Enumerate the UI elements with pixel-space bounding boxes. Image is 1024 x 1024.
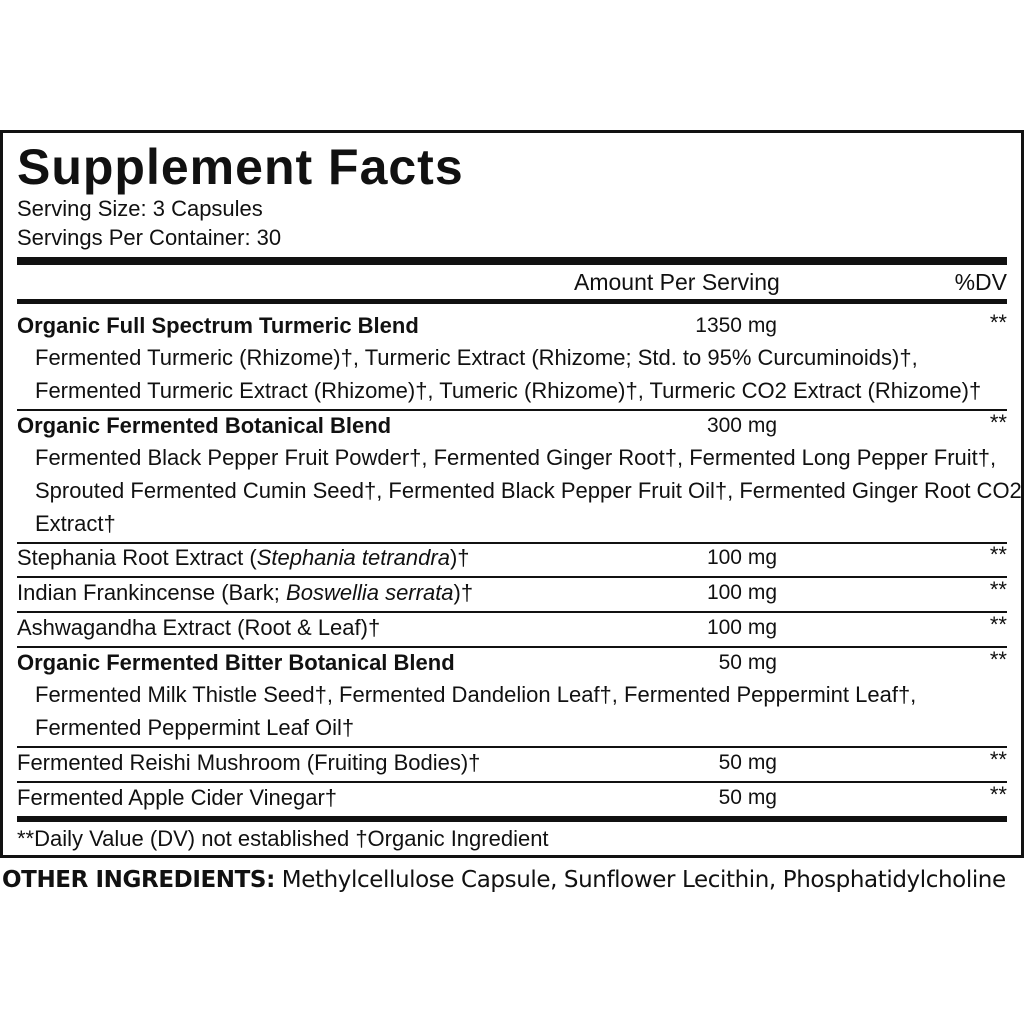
ingredient-name: Fermented Apple Cider Vinegar† [17, 785, 338, 810]
ingredient-dv: ** [989, 747, 1007, 772]
dv-header: %DV [954, 269, 1007, 295]
ingredient-dv: ** [989, 577, 1007, 602]
blend-component-line: Fermented Peppermint Leaf Oil† [35, 715, 355, 740]
ingredient-name: Fermented Reishi Mushroom (Fruiting Bodies)† [17, 750, 481, 775]
ingredient-amount: 50 mg [718, 786, 777, 809]
ingredient-amount: 1350 mg [695, 314, 777, 337]
ingredient-name: Stephania Root Extract (Stephania tetrandra)† [17, 545, 470, 570]
amount-per-serving-header: Amount Per Serving [574, 269, 780, 295]
thick-divider-top [17, 257, 1007, 265]
latin-name: Stephania tetrandra [256, 545, 450, 570]
blend-component-line: Sprouted Fermented Cumin Seed†, Fermented Black Pepper Fruit Oil†, Fermented Ginger Root CO2 [35, 478, 1022, 503]
blend-component-line: Fermented Black Pepper Fruit Powder†, Fermented Ginger Root†, Fermented Long Pepper Fruit†, [35, 445, 997, 470]
other-ingredients [2, 864, 1022, 896]
ingredient-amount: 50 mg [718, 651, 777, 674]
ingredient-name: Ashwagandha Extract (Root & Leaf)† [17, 615, 381, 640]
ingredient-name: Organic Fermented Botanical Blend [17, 413, 392, 438]
ingredient-name: Organic Fermented Bitter Botanical Blend [17, 650, 455, 675]
header-divider [17, 299, 1007, 304]
ingredient-amount: 300 mg [706, 414, 777, 437]
panel-title: Supplement Facts [17, 139, 464, 195]
servings-per-container: Servings Per Container: 30 [17, 225, 282, 250]
footnote: **Daily Value (DV) not established †Organic Ingredient [17, 826, 549, 851]
blend-component-line: Extract† [35, 511, 116, 536]
ingredient-amount: 100 mg [706, 581, 777, 604]
ingredient-amount: 100 mg [706, 616, 777, 639]
thick-divider-bottom [17, 816, 1007, 822]
ingredient-dv: ** [989, 310, 1007, 335]
ingredient-dv: ** [989, 612, 1007, 637]
ingredient-dv: ** [989, 782, 1007, 807]
ingredient-amount: 100 mg [706, 546, 777, 569]
blend-component-line: Fermented Turmeric (Rhizome)†, Turmeric Extract (Rhizome; Std. to 95% Curcuminoids)†, [35, 345, 918, 370]
ingredient-amount: 50 mg [718, 751, 777, 774]
ingredient-name: Organic Full Spectrum Turmeric Blend [17, 313, 419, 338]
ingredient-dv: ** [989, 542, 1007, 567]
ingredient-name: Indian Frankincense (Bark; Boswellia serrata)† [17, 580, 474, 605]
ingredient-dv: ** [989, 647, 1007, 672]
ingredient-dv: ** [989, 410, 1007, 435]
other-ingredients-label: OTHER INGREDIENTS: [2, 867, 275, 893]
latin-name: Boswellia serrata [286, 580, 454, 605]
blend-component-line: Fermented Milk Thistle Seed†, Fermented Dandelion Leaf†, Fermented Peppermint Leaf†, [35, 682, 917, 707]
supplement-facts-panel [0, 130, 1024, 858]
serving-size: Serving Size: 3 Capsules [17, 196, 263, 221]
other-ingredients-text: Methylcellulose Capsule, Sunflower Lecithin, Phosphatidylcholine [274, 867, 1006, 893]
blend-component-line: Fermented Turmeric Extract (Rhizome)†, Tumeric (Rhizome)†, Turmeric CO2 Extract (Rhizome)† [35, 378, 982, 403]
